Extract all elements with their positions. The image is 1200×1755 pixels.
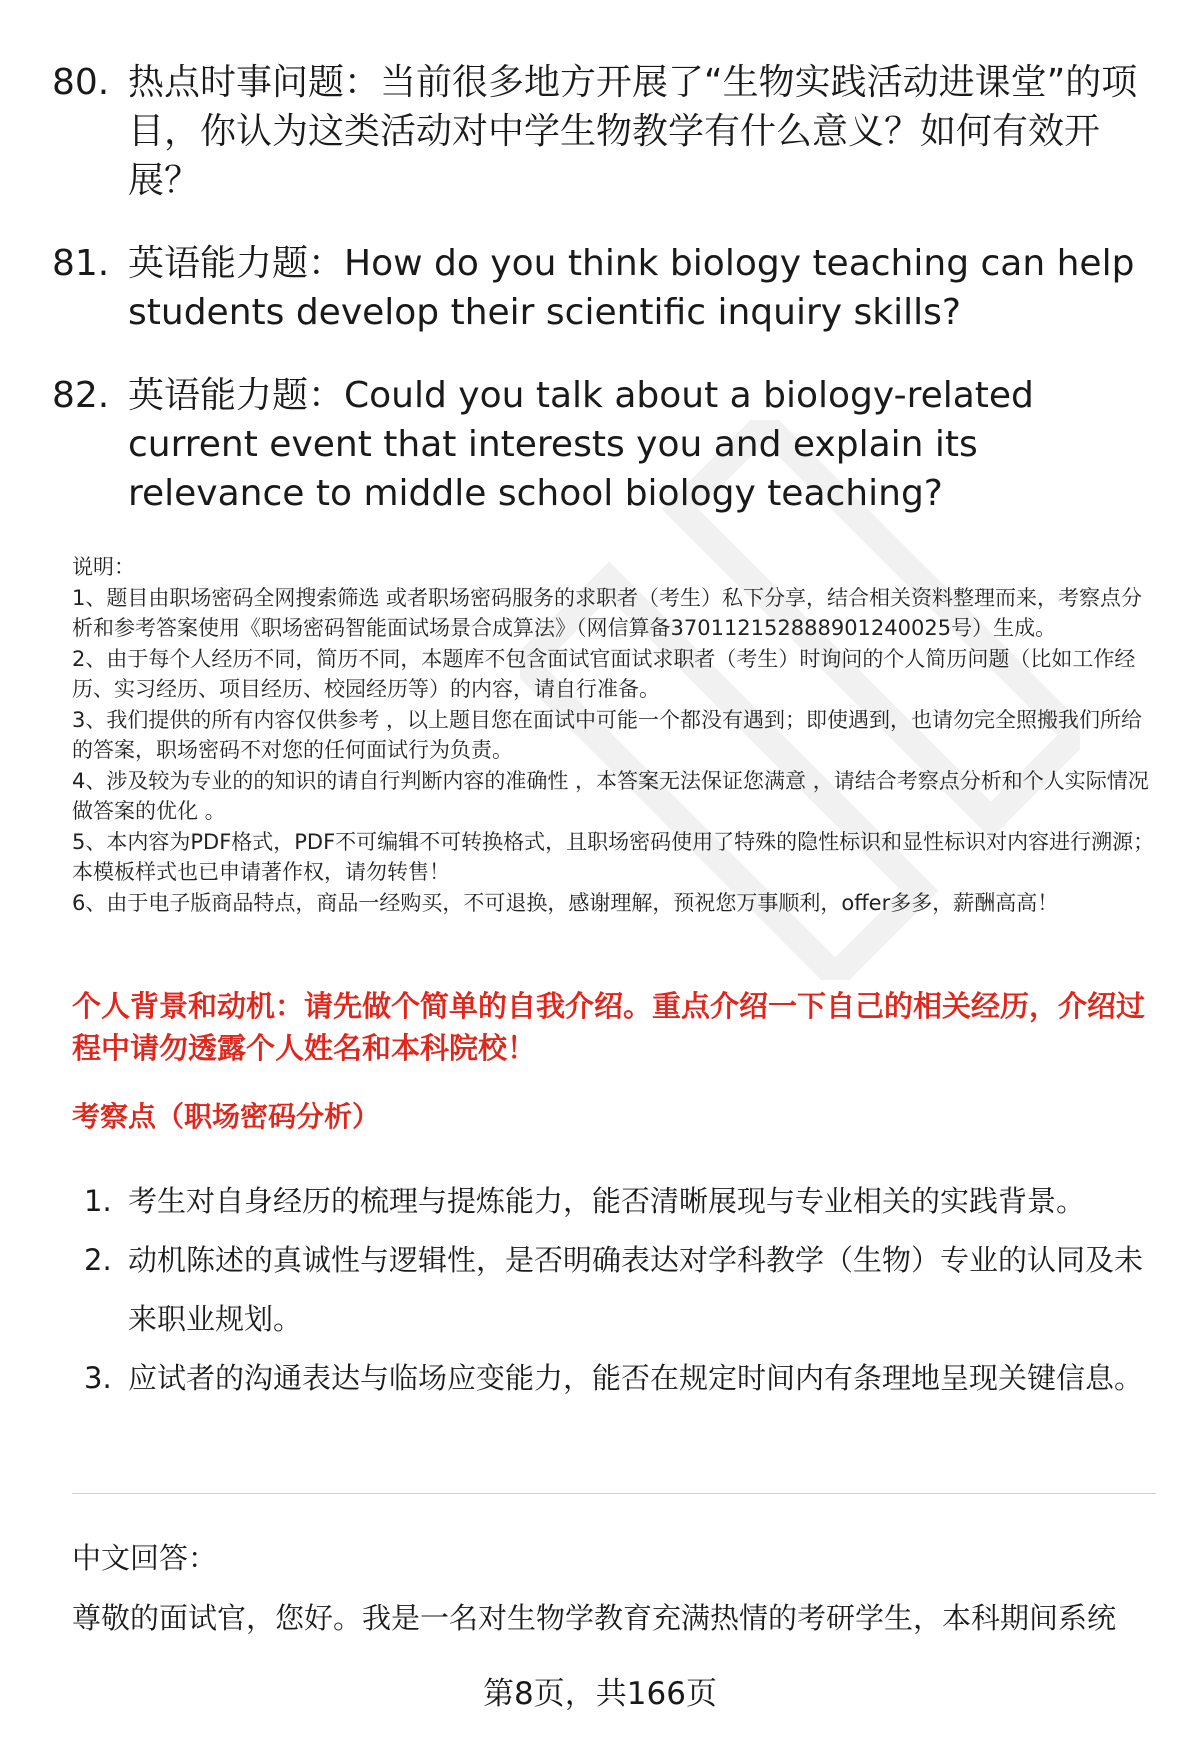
section-divider <box>72 1493 1156 1494</box>
note-item: 6、由于电子版商品特点，商品一经购买，不可退换，感谢理解，预祝您万事顺利，offer多多，薪酬高高！ <box>72 890 1059 915</box>
analysis-point <box>84 1231 1164 1349</box>
disclaimer-notes <box>72 552 1162 918</box>
answer-text: 尊敬的面试官，您好。我是一名对生物学教育充满热情的考研学生，本科期间系统 <box>72 1601 1117 1635</box>
question-number: 80. <box>52 62 110 103</box>
analysis-point <box>84 1349 1164 1408</box>
point-number: 1. <box>84 1184 112 1218</box>
analysis-title: 考察点（职场密码分析） <box>72 1100 381 1133</box>
point-number: 2. <box>84 1243 112 1277</box>
question-item <box>52 239 1162 337</box>
note-item: 1、题目由职场密码全网搜索筛选 或者职场密码服务的求职者（考生）私下分享，结合相关资料整理而来，考察点分析和参考答案使用《职场密码智能面试场景合成算法》（网信算备370112152888901240025号）生成。 <box>72 585 1143 640</box>
question-list <box>52 58 1162 552</box>
point-text: 考生对自身经历的梳理与提炼能力，能否清晰展现与专业相关的实践背景。 <box>128 1184 1086 1218</box>
analysis-points <box>84 1172 1164 1408</box>
note-item: 2、由于每个人经历不同，简历不同，本题库不包含面试官面试求职者（考生）时询问的个人简历问题（比如工作经历、实习经历、项目经历、校园经历等）的内容，请自行准备。 <box>72 646 1136 701</box>
page-footer: 第8页，共166页 <box>483 1676 717 1712</box>
point-text: 动机陈述的真诚性与逻辑性，是否明确表达对学科教学（生物）专业的认同及未来职业规划。 <box>128 1243 1144 1336</box>
question-number: 81. <box>52 243 110 284</box>
question-item <box>52 58 1162 205</box>
answer-label: 中文回答： <box>72 1541 218 1575</box>
question-number: 82. <box>52 375 110 416</box>
analysis-point <box>84 1172 1164 1231</box>
point-number: 3. <box>84 1361 112 1395</box>
question-item <box>52 371 1162 518</box>
question-text: 英语能力题：Could you talk about a biology-related current event that interests you and explain its relevance to middle school biology teaching? <box>128 375 1034 514</box>
question-text: 热点时事问题：当前很多地方开展了“生物实践活动进课堂”的项目，你认为这类活动对中学生物教学有什么意义？如何有效开展？ <box>128 62 1138 201</box>
note-item: 4、涉及较为专业的的知识的请自行判断内容的准确性 ，本答案无法保证您满意 ，请结合考察点分析和个人实际情况做答案的优化 。 <box>72 768 1149 823</box>
notes-title: 说明： <box>72 555 135 579</box>
note-item: 3、我们提供的所有内容仅供参考 ，以上题目您在面试中可能一个都没有遇到；即使遇到，也请勿完全照搬我们所给的答案，职场密码不对您的任何面试行为负责。 <box>72 707 1143 762</box>
note-item: 5、本内容为PDF格式，PDF不可编辑不可转换格式，且职场密码使用了特殊的隐性标识和显性标识对内容进行溯源；本模板样式也已申请著作权，请勿转售！ <box>72 829 1155 884</box>
section-heading: 个人背景和动机：请先做个简单的自我介绍。重点介绍一下自己的相关经历，介绍过程中请勿透露个人姓名和本科院校！ <box>72 989 1146 1065</box>
question-text: 英语能力题：How do you think biology teaching can help students develop their scientific inquiry skills? <box>128 243 1135 333</box>
point-text: 应试者的沟通表达与临场应变能力，能否在规定时间内有条理地呈现关键信息。 <box>128 1361 1144 1395</box>
